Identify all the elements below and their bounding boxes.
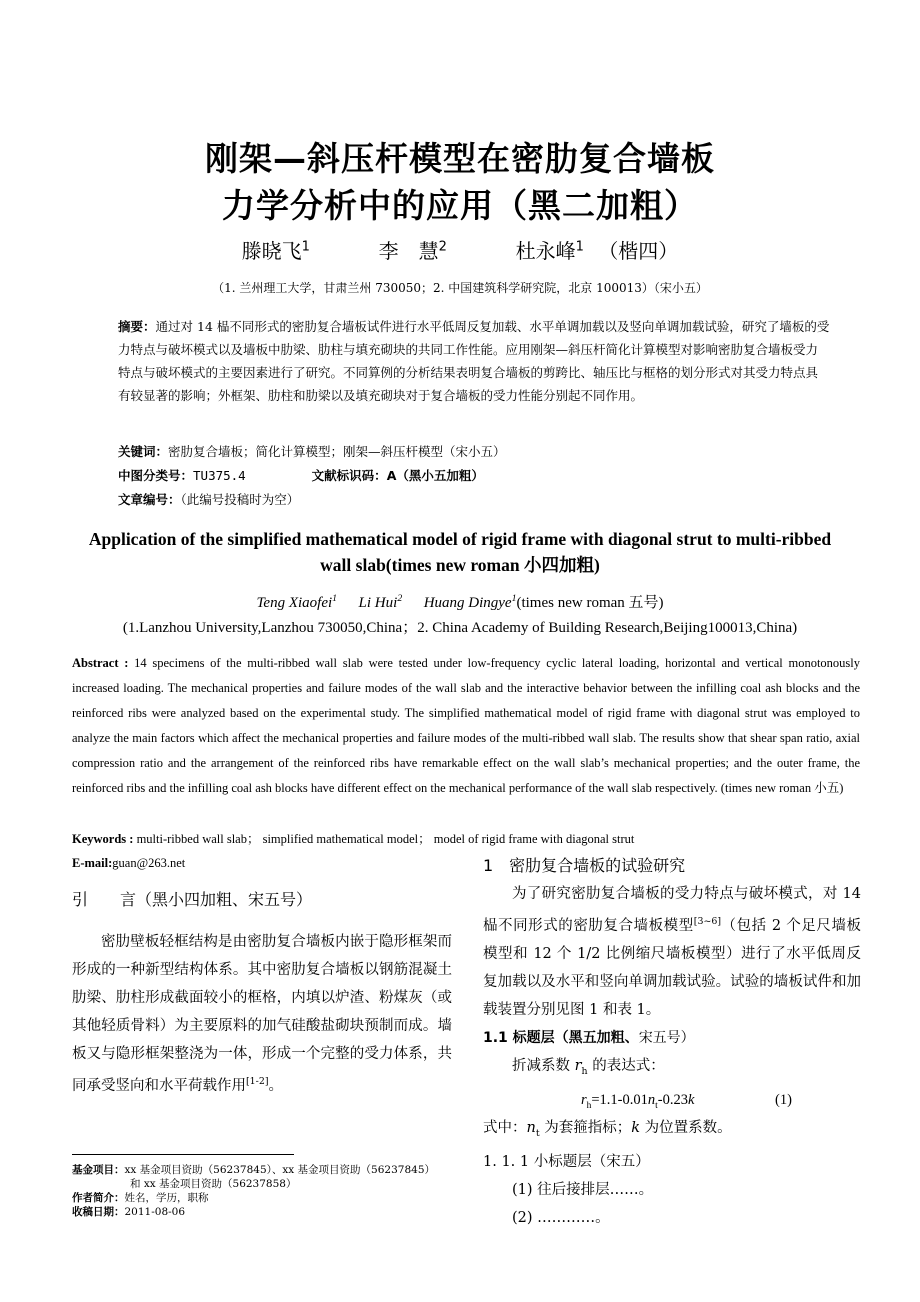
cn-abstract bbox=[118, 315, 830, 407]
article-number-value: （此编号投稿时为空） bbox=[180, 492, 300, 507]
en-author-list bbox=[0, 591, 920, 612]
email-value[interactable]: guan@263.net bbox=[112, 856, 186, 870]
en-abstract-label: Abstract : bbox=[72, 656, 129, 670]
reduction-factor-text: 折减系数 $r_h$ 的表达式： bbox=[512, 1057, 665, 1077]
cn-abstract-label: 摘要： bbox=[118, 319, 156, 334]
intro-paragraph: 密肋壁板轻框结构是由密肋复合墙板内嵌于隐形框架而形成的一种新型结构体系。其中密肋复合墙板以钢筋混凝土肋梁、肋柱形成截面较小的框格，内填以炉渣、粉煤灰（或其他轻质骨料）为主要原料的加气硅酸盐砌块预制而成。墙板又与隐形框架整浇为一体，形成一个完整的受力体系，共同承受竖向和水平荷载作用[1-2]。 bbox=[72, 934, 452, 1094]
author-list bbox=[0, 235, 920, 264]
intro-heading: 引 言（黑小四加粗、宋五号） bbox=[72, 890, 313, 909]
author-bio-footnote: 作者简介：姓名，学历，职称 bbox=[72, 1192, 209, 1204]
fund-footnote: 基金项目：xx 基金项目资助（56237845）、xx 基金项目资助（56237845） bbox=[72, 1164, 435, 1176]
cls-label: 中图分类号： bbox=[118, 468, 194, 483]
en-keywords-label: Keywords : bbox=[72, 832, 134, 846]
en-author-1: Teng Xiaofei$^1$ bbox=[256, 593, 338, 611]
author-1: 滕晓飞$^1$ bbox=[241, 239, 310, 263]
section-1-paragraph: 为了研究密肋复合墙板的受力特点与破坏模式，对 14 榀不同形式的密肋复合墙板模型[3~6]（包括 2 个足尺墙板模型和 12 个 1/2 比例缩尺墙板模型）进行了水平低周反复加载以及水平和竖向单调加载试验。试验的墙板试件和加载装置分别见图 1 和表 1。 bbox=[483, 886, 862, 1018]
en-abstract-text: 14 specimens of the multi-ribbed wall slab were tested under low-frequency cyclic lateral loading, horizontal and vertical monotonously increased loading. The mechanical properties and failure modes of the wall slab and the interactive behavior between the infilling coal ash blocks and the reinforced ribs were analyzed based on the experimental study. The simplified mathematical model of rigid frame with diagonal strut was employed to analyze the main factors which affect the mechanical properties and failure modes of the multi-ribbed wall slab. The results show that shear span ratio, axial compression ratio and the arrangement of the reinforced ribs have remarkable effect on the wall slab’s mechanical properties; and the outer frame, the reinforced ribs and the infilling coal ash blocks have different effect on the mechanical performance of the wall slab respectively. (times new roman 小五) bbox=[72, 656, 861, 795]
doc-code-label: 文献标识码： bbox=[311, 468, 387, 483]
article-number-label: 文章编号： bbox=[118, 492, 181, 507]
en-author-3: Huang Dingye$^1$ bbox=[423, 593, 517, 611]
paper-title-line1: 刚架—斜压杆模型在密肋复合墙板 bbox=[205, 139, 715, 178]
en-abstract bbox=[72, 651, 860, 801]
author-3: 杜永峰$^1$ bbox=[515, 239, 584, 263]
en-author-2: Li Hui$^2$ bbox=[358, 593, 403, 611]
affiliation: （1. 兰州理工大学，甘肃兰州 730050；2. 中国建筑科学研究院，北京 100013）（宋小五） bbox=[212, 281, 708, 295]
cn-abstract-text: 通过对 14 榀不同形式的密肋复合墙板试件进行水平低周反复加载、水平单调加载以及竖向单调加载试验，研究了墙板的受力特点与破坏模式以及墙板中肋梁、肋柱与填充砌块的共同工作性能。应用刚架—斜压杆简化计算模型对影响密肋复合墙板受力特点与破坏模式的主要因素进行了研究。不同算例的分析结果表明复合墙板的剪跨比、轴压比与框格的划分形式对其受力特点具有较显著的影响；外框架、肋柱和肋梁以及填充砌块对于复合墙板的受力性能分别起不同作用。 bbox=[118, 319, 830, 403]
en-keywords bbox=[72, 827, 860, 852]
left-column bbox=[72, 886, 452, 1100]
en-title-line1: Application of the simplified mathematical model of rigid frame with diagonal strut to multi-ribbed bbox=[88, 529, 832, 549]
cn-keywords-label: 关键词： bbox=[118, 444, 169, 459]
en-author-font-note: (times new roman 五号) bbox=[516, 595, 664, 611]
cn-keywords bbox=[118, 440, 830, 463]
cn-classification bbox=[118, 464, 830, 487]
section-1-1-1-heading: 1. 1. 1 小标题层（宋五） bbox=[483, 1153, 650, 1170]
email-line bbox=[72, 851, 432, 876]
section-1-1-heading: 1.1 标题层（黑五加粗、宋五号） bbox=[483, 1029, 695, 1046]
list-item-2: (2) …………。 bbox=[512, 1209, 610, 1226]
fund-footnote-cont: 和 xx 基金项目资助（56237858） bbox=[130, 1178, 297, 1190]
equation-body: $r_h=1.1-0.01n_t-0.23k$ bbox=[581, 1091, 695, 1111]
cn-article-number bbox=[118, 488, 830, 511]
en-affiliation: (1.Lanzhou University,Lanzhou 730050,China；2. China Academy of Building Research,Beijing100013,China) bbox=[122, 620, 798, 636]
footnote-divider bbox=[72, 1154, 294, 1155]
cn-keywords-text: 密肋复合墙板；简化计算模型；刚架—斜压杆模型（宋小五） bbox=[168, 444, 506, 459]
list-item-1: (1) 往后接排层……。 bbox=[512, 1181, 654, 1198]
equation-number: (1) bbox=[775, 1091, 792, 1108]
author-2: 李 慧$^2$ bbox=[378, 239, 447, 263]
email-label: E-mail: bbox=[72, 856, 113, 870]
paper-title-line2: 力学分析中的应用（黑二加粗） bbox=[222, 186, 698, 225]
author-font-note: （楷四） bbox=[598, 239, 679, 263]
equation-1 bbox=[483, 1086, 861, 1114]
received-date-footnote: 收稿日期：2011-08-06 bbox=[72, 1206, 186, 1218]
en-title-line2: wall slab(times new roman 小四加粗) bbox=[320, 555, 600, 575]
footnotes bbox=[72, 1163, 462, 1219]
right-column bbox=[483, 852, 861, 1232]
doc-code-value: A（黑小五加粗） bbox=[386, 468, 484, 483]
section-1-heading: 1 密肋复合墙板的试验研究 bbox=[483, 856, 686, 875]
cls-value: TU375.4 bbox=[193, 468, 246, 483]
equation-where: 式中：$n_t$ 为套箍指标；k 为位置系数。 bbox=[483, 1119, 732, 1139]
en-keywords-text: multi-ribbed wall slab； simplified mathematical model； model of rigid frame with diagonal strut bbox=[136, 832, 635, 846]
